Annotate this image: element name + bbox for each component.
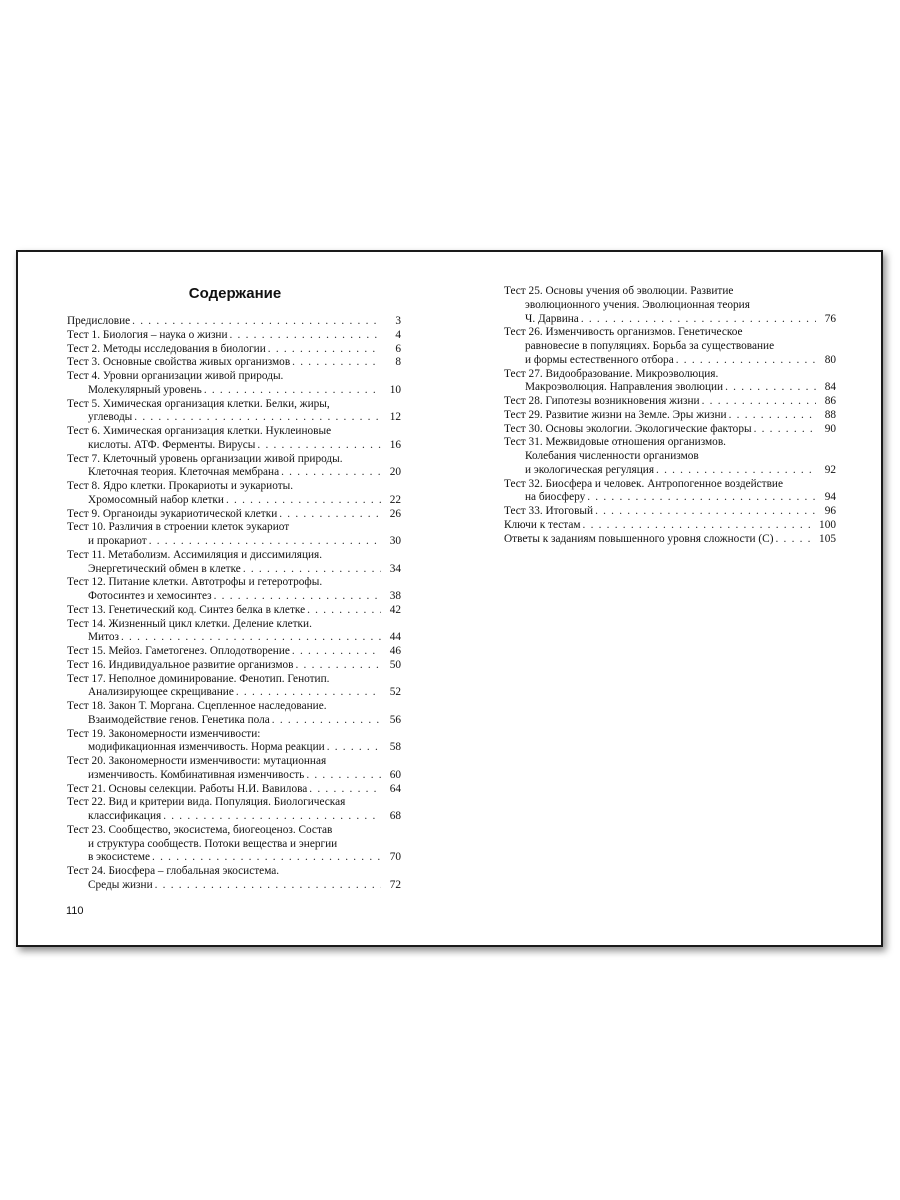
toc-entry-text: Тест 12. Питание клетки. Автотрофы и гетеротрофы.	[67, 576, 323, 589]
toc-entry	[67, 370, 401, 398]
leader-dots	[775, 533, 816, 547]
leader-dots	[729, 409, 816, 423]
toc-page-number: 46	[389, 645, 401, 657]
toc-entry	[67, 755, 401, 783]
toc-entry-text: Тест 15. Мейоз. Гаметогенез. Оплодотворение	[67, 645, 290, 657]
leader-dots	[257, 439, 381, 453]
leader-dots	[163, 810, 381, 824]
toc-entry-line	[67, 618, 401, 632]
toc-entry-text: и формы естественного отбора	[525, 353, 674, 366]
toc-entry	[504, 436, 836, 477]
leader-dots	[306, 769, 381, 783]
toc-entry	[504, 326, 836, 367]
toc-entry-line	[67, 810, 401, 824]
leader-dots	[243, 563, 381, 577]
toc-entry-line	[67, 645, 401, 659]
leader-dots	[272, 714, 381, 728]
toc-page-number: 12	[389, 411, 401, 424]
toc-entry	[67, 659, 401, 673]
toc-entry-text: Тест 6. Химическая организация клетки. Нуклеиновые	[67, 425, 332, 437]
toc-entry-text: Тест 8. Ядро клетки. Прокариоты и эукариоты.	[67, 480, 294, 492]
toc-entry-line	[67, 741, 401, 755]
leader-dots	[281, 466, 381, 480]
leader-dots	[656, 464, 816, 478]
toc-entry-line	[67, 879, 401, 893]
toc-entry-text: Тест 13. Генетический код. Синтез белка в клетке	[67, 603, 306, 616]
toc-page-number: 70	[389, 851, 401, 864]
leader-dots	[292, 645, 381, 659]
toc-entry-line	[67, 769, 401, 783]
toc-entry-text: углеводы	[88, 411, 133, 424]
toc-entry-text: на биосферу	[525, 491, 586, 504]
toc-page-number: 16	[389, 438, 401, 451]
toc-entry-line	[504, 381, 836, 395]
toc-entry-line	[504, 354, 836, 368]
toc-entry-line	[504, 313, 836, 327]
toc-page-number: 100	[819, 518, 836, 531]
toc-entry	[67, 398, 401, 426]
toc-page-number: 64	[389, 782, 401, 795]
toc-entry-line	[67, 384, 401, 398]
toc-entry	[67, 700, 401, 728]
toc-entry-line	[504, 326, 836, 340]
toc-entry	[67, 576, 401, 604]
toc-page-number: 92	[824, 463, 836, 476]
toc-entry	[67, 480, 401, 508]
toc-entry	[67, 315, 401, 329]
toc-entry-line	[67, 631, 401, 645]
toc-entry-text: Тест 17. Неполное доминирование. Фенотип. Генотип.	[67, 672, 330, 685]
toc-page-number: 38	[389, 590, 401, 602]
toc-entry	[67, 329, 401, 343]
toc-entry-text: Тест 30. Основы экологии. Экологические факторы	[504, 422, 752, 435]
toc-entry	[504, 423, 836, 437]
toc-entry-line	[67, 604, 401, 618]
toc-entry-text: Ч. Дарвина	[525, 312, 579, 325]
toc-entry-text: Тест 11. Метаболизм. Ассимиляция и диссимиляция.	[67, 548, 323, 561]
leader-dots	[676, 354, 816, 368]
toc-entry-line	[504, 285, 836, 299]
toc-entry-line	[504, 423, 836, 437]
toc-page-number: 3	[395, 315, 401, 327]
toc-entry-line	[67, 673, 401, 687]
leader-dots	[230, 329, 382, 343]
toc-page-number: 20	[389, 466, 401, 479]
toc-entry-line	[67, 494, 401, 508]
toc-page-number: 60	[389, 768, 401, 781]
toc-entry-text: и экологическая регуляция	[525, 463, 655, 476]
leader-dots	[309, 783, 381, 797]
toc-entry-text: кислоты. АТФ. Ферменты. Вирусы	[88, 438, 256, 451]
toc-entry-text: Молекулярный уровень	[88, 383, 202, 396]
toc-entry	[67, 783, 401, 797]
toc-entry-text: Тест 2. Методы исследования в биологии	[67, 342, 266, 355]
toc-entry-line	[67, 508, 401, 522]
toc-entry-line	[504, 395, 836, 409]
toc-entry-text: и структура сообществ. Потоки вещества и энергии	[88, 837, 338, 850]
toc-page-number: 10	[389, 383, 401, 396]
toc-entry-text: Тест 14. Жизненный цикл клетки. Деление клетки.	[67, 617, 312, 630]
toc-entry-line	[67, 824, 401, 838]
toc-entry	[67, 508, 401, 522]
toc-entry-line	[67, 796, 401, 810]
leader-dots	[155, 879, 381, 893]
toc-page-number: 4	[395, 328, 401, 341]
toc-entry	[67, 604, 401, 618]
toc-entry	[67, 356, 401, 370]
toc-entry-text: Ключи к тестам	[504, 518, 581, 531]
toc-entry-line	[67, 590, 401, 604]
toc-entry	[67, 521, 401, 549]
toc-entry-line	[67, 329, 401, 343]
leader-dots	[268, 343, 381, 357]
leader-dots	[702, 395, 816, 409]
toc-entry-text: изменчивость. Комбинативная изменчивость	[88, 768, 305, 781]
toc-entry-text: Предисловие	[67, 315, 131, 327]
toc-page-number: 34	[389, 562, 401, 575]
leader-dots	[583, 519, 816, 533]
toc-entry	[67, 673, 401, 701]
toc-entry-line	[67, 865, 401, 879]
toc-entry-text: Тест 9. Органоиды эукариотической клетки	[67, 507, 278, 520]
toc-page-number: 50	[389, 658, 401, 671]
toc-entry	[67, 549, 401, 577]
toc-entry-line	[67, 398, 401, 412]
toc-entry-line	[67, 425, 401, 439]
leader-dots	[581, 313, 816, 327]
toc-entry	[67, 343, 401, 357]
toc-entry-text: в экосистеме	[88, 851, 151, 864]
toc-entry	[67, 618, 401, 646]
toc-entry-line	[504, 299, 836, 313]
toc-entry-text: Тест 4. Уровни организации живой природы.	[67, 370, 284, 382]
leader-dots	[279, 508, 381, 522]
leader-dots	[292, 356, 381, 370]
toc-entry-text: Фотосинтез и хемосинтез	[88, 590, 212, 602]
toc-page-number: 72	[389, 878, 401, 891]
toc-entry-text: Тест 20. Закономерности изменчивости: мутационная	[67, 755, 327, 767]
leader-dots	[754, 423, 816, 437]
toc-entry-text: Тест 28. Гипотезы возникновения жизни	[504, 395, 700, 407]
toc-entry-line	[67, 356, 401, 370]
toc-page-number: 8	[395, 356, 401, 369]
leader-dots	[134, 411, 381, 425]
toc-entry-text: Клеточная теория. Клеточная мембрана	[88, 466, 280, 479]
toc-entry-text: Тест 3. Основные свойства живых организмов	[67, 356, 291, 369]
toc-entry-line	[67, 783, 401, 797]
toc-entry-line	[67, 851, 401, 865]
toc-entry-text: Тест 27. Видообразование. Микроэволюция.	[504, 367, 719, 380]
toc-entry-text: Тест 5. Химическая организация клетки. Белки, жиры,	[67, 397, 330, 410]
toc-entry-text: Тест 21. Основы селекции. Работы Н.И. Вавилова	[67, 782, 308, 795]
book-spread	[16, 250, 883, 947]
toc-entry-line	[67, 728, 401, 742]
toc-entry-text: Взаимодействие генов. Генетика пола	[88, 713, 270, 726]
toc-entry	[504, 395, 836, 409]
toc-page-number: 22	[389, 493, 401, 506]
leader-dots	[226, 494, 381, 508]
leader-dots	[327, 741, 381, 755]
leader-dots	[132, 315, 381, 329]
toc-entry-line	[504, 491, 836, 505]
leader-dots	[121, 631, 381, 645]
toc-entry-text: Тест 16. Индивидуальное развитие организмов	[67, 658, 294, 671]
toc-entry	[67, 824, 401, 865]
toc-page-number: 90	[824, 422, 836, 435]
toc-entry-text: Тест 24. Биосфера – глобальная экосистема.	[67, 865, 280, 877]
toc-entry	[504, 519, 836, 533]
toc-page-number: 88	[824, 408, 836, 421]
toc-entry-text: Тест 31. Межвидовые отношения организмов.	[504, 436, 726, 449]
toc-entry-line	[67, 714, 401, 728]
toc-page-number: 52	[389, 686, 401, 699]
toc-entry-line	[67, 453, 401, 467]
toc-entry-text: Макроэволюция. Направления эволюции	[525, 381, 724, 394]
toc-entry-line	[67, 370, 401, 384]
toc-entry	[67, 796, 401, 824]
toc-left-column	[67, 315, 401, 893]
leader-dots	[214, 590, 381, 604]
leader-dots	[725, 381, 816, 395]
toc-entry-text: Тест 33. Итоговый	[504, 505, 594, 517]
toc-entry-text: Тест 29. Развитие жизни на Земле. Эры жизни	[504, 408, 727, 421]
leader-dots	[236, 686, 381, 700]
toc-entry	[67, 425, 401, 453]
toc-entry-line	[67, 838, 401, 852]
toc-entry-text: Среды жизни	[88, 878, 153, 891]
toc-entry-text: классификация	[88, 810, 162, 822]
toc-page-number: 58	[389, 741, 401, 754]
toc-entry	[504, 285, 836, 326]
toc-entry-line	[504, 450, 836, 464]
leader-dots	[295, 659, 381, 673]
toc-entry-text: модификационная изменчивость. Норма реакции	[88, 741, 325, 754]
toc-page-number: 44	[389, 631, 401, 644]
toc-entry-line	[504, 478, 836, 492]
toc-entry-text: Тест 26. Изменчивость организмов. Генетическое	[504, 326, 743, 339]
toc-entry-text: Хромосомный набор клетки	[88, 493, 224, 506]
toc-entry-line	[67, 343, 401, 357]
toc-page-number: 42	[389, 603, 401, 616]
toc-entry-text: Тест 1. Биология – наука о жизни	[67, 328, 228, 341]
toc-entry-line	[504, 409, 836, 423]
toc-entry-line	[67, 466, 401, 480]
toc-entry	[67, 865, 401, 893]
toc-page-number: 86	[824, 395, 836, 407]
toc-entry	[504, 505, 836, 519]
toc-entry-text: Тест 18. Закон Т. Моргана. Сцепленное наследование.	[67, 700, 327, 712]
leader-dots	[587, 491, 816, 505]
toc-entry	[67, 728, 401, 756]
toc-page-number: 80	[824, 353, 836, 366]
toc-entry-line	[67, 521, 401, 535]
toc-entry-text: эволюционного учения. Эволюционная теория	[525, 298, 750, 311]
toc-page-number: 96	[824, 505, 836, 517]
toc-entry-text: Энергетический обмен в клетке	[88, 562, 241, 575]
toc-entry	[504, 478, 836, 506]
toc-entry-line	[67, 439, 401, 453]
toc-page-number: 56	[389, 713, 401, 726]
toc-entry-text: равновесие в популяциях. Борьба за существование	[525, 340, 775, 352]
toc-entry	[504, 409, 836, 423]
toc-entry-line	[67, 576, 401, 590]
toc-page-number: 26	[389, 507, 401, 520]
toc-entry-line	[67, 700, 401, 714]
leader-dots	[149, 535, 381, 549]
toc-right-column	[504, 285, 836, 546]
toc-entry-line	[504, 340, 836, 354]
toc-entry-line	[67, 315, 401, 329]
toc-entry	[67, 453, 401, 481]
toc-entry-line	[67, 563, 401, 577]
toc-title: Содержание	[188, 285, 282, 302]
toc-entry-text: Колебания численности организмов	[525, 450, 699, 462]
toc-entry	[504, 368, 836, 396]
toc-entry-text: Тест 7. Клеточный уровень организации живой природы.	[67, 452, 343, 465]
toc-entry-line	[504, 368, 836, 382]
leader-dots	[595, 505, 816, 519]
toc-entry	[67, 645, 401, 659]
toc-page-number: 94	[824, 491, 836, 504]
toc-page-number: 84	[824, 381, 836, 394]
toc-entry-line	[504, 436, 836, 450]
toc-entry-line	[67, 549, 401, 563]
toc-entry-text: и прокариот	[88, 535, 147, 547]
toc-page-number: 76	[824, 312, 836, 325]
toc-entry-line	[504, 505, 836, 519]
toc-page-number: 6	[395, 342, 401, 355]
toc-entry-text: Митоз	[88, 631, 119, 644]
toc-entry-line	[67, 755, 401, 769]
toc-entry-text: Тест 22. Вид и критерии вида. Популяция. Биологическая	[67, 796, 346, 809]
toc-entry-line	[504, 464, 836, 478]
toc-page-number: 105	[819, 532, 836, 545]
toc-entry-text: Тест 23. Сообщество, экосистема, биогеоценоз. Состав	[67, 823, 333, 836]
leader-dots	[307, 604, 381, 618]
leader-dots	[204, 384, 381, 398]
toc-entry-text: Ответы к заданиям повышенного уровня сложности (С)	[504, 532, 774, 545]
toc-entry-text: Тест 32. Биосфера и человек. Антропогенное воздействие	[504, 477, 783, 490]
toc-entry-line	[504, 533, 836, 547]
toc-entry-line	[67, 659, 401, 673]
toc-entry	[504, 533, 836, 547]
toc-entry-text: Анализирующее скрещивание	[88, 686, 234, 699]
toc-page-number: 68	[389, 810, 401, 822]
leader-dots	[152, 851, 381, 865]
toc-entry-text: Тест 10. Различия в строении клеток эукариот	[67, 521, 290, 534]
toc-entry-line	[67, 411, 401, 425]
toc-entry-line	[67, 480, 401, 494]
toc-entry-line	[67, 535, 401, 549]
toc-entry-text: Тест 19. Закономерности изменчивости:	[67, 727, 261, 740]
toc-page-number: 30	[389, 535, 401, 547]
toc-entry-text: Тест 25. Основы учения об эволюции. Развитие	[504, 285, 734, 297]
toc-entry-line	[67, 686, 401, 700]
page-number: 110	[66, 905, 84, 917]
toc-entry-line	[504, 519, 836, 533]
